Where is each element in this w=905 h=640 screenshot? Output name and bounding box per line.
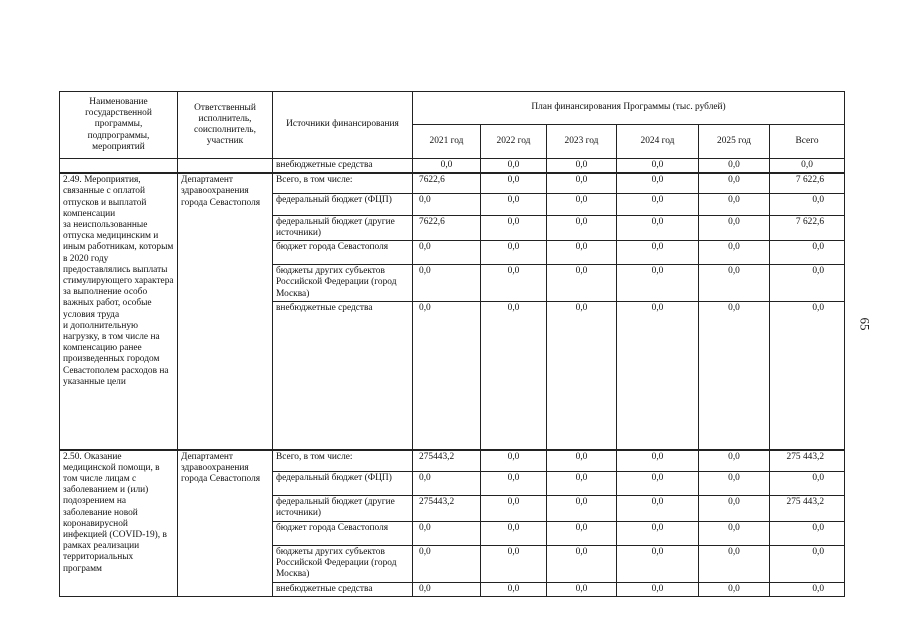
value-cell: 7622,6: [413, 173, 481, 193]
value-cell: 0,0: [481, 173, 547, 193]
value-cell: 0,0: [547, 496, 617, 521]
value-cell: 0,0: [617, 582, 699, 596]
value-cell: 0,0: [481, 159, 547, 174]
source-cell: бюджет города Севастополя: [273, 521, 413, 545]
total-cell: 7 622,6: [770, 215, 845, 240]
total-cell: 0,0: [770, 302, 845, 450]
value-cell: 0,0: [617, 159, 699, 174]
value-cell: 0,0: [547, 450, 617, 472]
value-cell: 0,0: [481, 582, 547, 596]
header-total: Всего: [770, 125, 845, 159]
measure-name-cell: 2.49. Мероприятия, связанные с оплатой отпусков и выплатой компенсации за неиспользованные отпуска медицинским и иным работникам, которым в 2020 году предоставлялись выплаты стимулирующего характера за выполнение особо важных работ, особые условия труда и дополнительную нагрузку, в том числе на компенсацию ранее произведенных городом Севастополем расходов на указанные цели: [60, 173, 178, 449]
value-cell: 0,0: [547, 302, 617, 450]
source-cell: бюджет города Севастополя: [273, 241, 413, 265]
value-cell: 0,0: [699, 582, 770, 596]
value-cell: 0,0: [547, 215, 617, 240]
table-row: [60, 173, 845, 193]
value-cell: 0,0: [617, 215, 699, 240]
header-year: 2023 год: [547, 125, 617, 159]
source-cell: федеральный бюджет (ФЦП): [273, 472, 413, 496]
source-cell: федеральный бюджет (ФЦП): [273, 193, 413, 215]
financing-table: [59, 91, 845, 597]
value-cell: 0,0: [413, 302, 481, 450]
total-cell: 0,0: [770, 582, 845, 596]
value-cell: 0,0: [699, 302, 770, 450]
value-cell: 0,0: [413, 241, 481, 265]
value-cell: 0,0: [617, 302, 699, 450]
executor-cell: Департамент здравоохранения города Севастополя: [178, 450, 273, 597]
header-source: Источники финансирования: [273, 92, 413, 159]
value-cell: 0,0: [547, 521, 617, 545]
source-cell: внебюджетные средства: [273, 582, 413, 596]
value-cell: 0,0: [699, 496, 770, 521]
source-cell: внебюджетные средства: [273, 159, 413, 174]
source-cell: федеральный бюджет (другие источники): [273, 496, 413, 521]
value-cell: 0,0: [413, 193, 481, 215]
value-cell: 0,0: [413, 545, 481, 582]
value-cell: 0,0: [481, 545, 547, 582]
total-cell: 7 622,6: [770, 173, 845, 193]
value-cell: 0,0: [617, 265, 699, 302]
total-cell: 275 443,2: [770, 450, 845, 472]
value-cell: 0,0: [617, 472, 699, 496]
value-cell: 275443,2: [413, 496, 481, 521]
value-cell: 0,0: [481, 215, 547, 240]
value-cell: 0,0: [413, 472, 481, 496]
table-row: [60, 159, 845, 174]
value-cell: 0,0: [481, 450, 547, 472]
source-cell: Всего, в том числе:: [273, 173, 413, 193]
value-cell: 0,0: [547, 582, 617, 596]
value-cell: 0,0: [413, 265, 481, 302]
name-cell: [60, 159, 178, 174]
value-cell: 0,0: [481, 472, 547, 496]
total-cell: 275 443,2: [770, 496, 845, 521]
page-number: 65: [857, 317, 873, 331]
value-cell: 0,0: [617, 496, 699, 521]
source-cell: бюджеты других субъектов Российской Федерации (город Москва): [273, 545, 413, 582]
total-cell: 0,0: [770, 159, 845, 174]
total-cell: 0,0: [770, 265, 845, 302]
source-cell: федеральный бюджет (другие источники): [273, 215, 413, 240]
value-cell: 0,0: [699, 521, 770, 545]
source-cell: внебюджетные средства: [273, 302, 413, 450]
value-cell: 0,0: [413, 159, 481, 174]
value-cell: 0,0: [547, 545, 617, 582]
value-cell: 0,0: [413, 582, 481, 596]
total-cell: 0,0: [770, 472, 845, 496]
source-cell: Всего, в том числе:: [273, 450, 413, 472]
value-cell: 0,0: [699, 241, 770, 265]
value-cell: 0,0: [413, 521, 481, 545]
source-cell: бюджеты других субъектов Российской Федерации (город Москва): [273, 265, 413, 302]
value-cell: 0,0: [481, 193, 547, 215]
header-executor: Ответственный исполнитель, соисполнитель, участник: [178, 92, 273, 159]
value-cell: 0,0: [699, 193, 770, 215]
value-cell: 0,0: [547, 241, 617, 265]
total-cell: 0,0: [770, 193, 845, 215]
value-cell: 0,0: [547, 193, 617, 215]
value-cell: 0,0: [547, 159, 617, 174]
header-year: 2022 год: [481, 125, 547, 159]
total-cell: 0,0: [770, 521, 845, 545]
value-cell: 0,0: [699, 265, 770, 302]
value-cell: 0,0: [617, 193, 699, 215]
value-cell: 0,0: [699, 159, 770, 174]
value-cell: 0,0: [617, 545, 699, 582]
value-cell: 0,0: [547, 265, 617, 302]
header-year: 2024 год: [617, 125, 699, 159]
header-year: 2021 год: [413, 125, 481, 159]
value-cell: 0,0: [547, 173, 617, 193]
value-cell: 275443,2: [413, 450, 481, 472]
header-year: 2025 год: [699, 125, 770, 159]
value-cell: 0,0: [699, 450, 770, 472]
value-cell: 0,0: [481, 302, 547, 450]
value-cell: 0,0: [699, 215, 770, 240]
value-cell: 0,0: [699, 472, 770, 496]
value-cell: 0,0: [617, 450, 699, 472]
value-cell: 0,0: [481, 496, 547, 521]
value-cell: 7622,6: [413, 215, 481, 240]
value-cell: 0,0: [617, 173, 699, 193]
executor-cell: Департамент здравоохранения города Севастополя: [178, 173, 273, 449]
header-plan: План финансирования Программы (тыс. рублей): [413, 92, 845, 125]
measure-name-cell: 2.50. Оказание медицинской помощи, в том числе лицам с заболеванием и (или) подозрением на заболевание новой коронавирусной инфекцией (COVID-19), в рамках реализации территориальных программ: [60, 450, 178, 597]
value-cell: 0,0: [699, 173, 770, 193]
value-cell: 0,0: [481, 241, 547, 265]
value-cell: 0,0: [481, 521, 547, 545]
value-cell: 0,0: [547, 472, 617, 496]
value-cell: 0,0: [617, 521, 699, 545]
header-name: Наименование государственной программы, подпрограммы, мероприятий: [60, 92, 178, 159]
value-cell: 0,0: [617, 241, 699, 265]
executor-cell: [178, 159, 273, 174]
total-cell: 0,0: [770, 241, 845, 265]
table-row: [60, 450, 845, 472]
total-cell: 0,0: [770, 545, 845, 582]
value-cell: 0,0: [699, 545, 770, 582]
value-cell: 0,0: [481, 265, 547, 302]
